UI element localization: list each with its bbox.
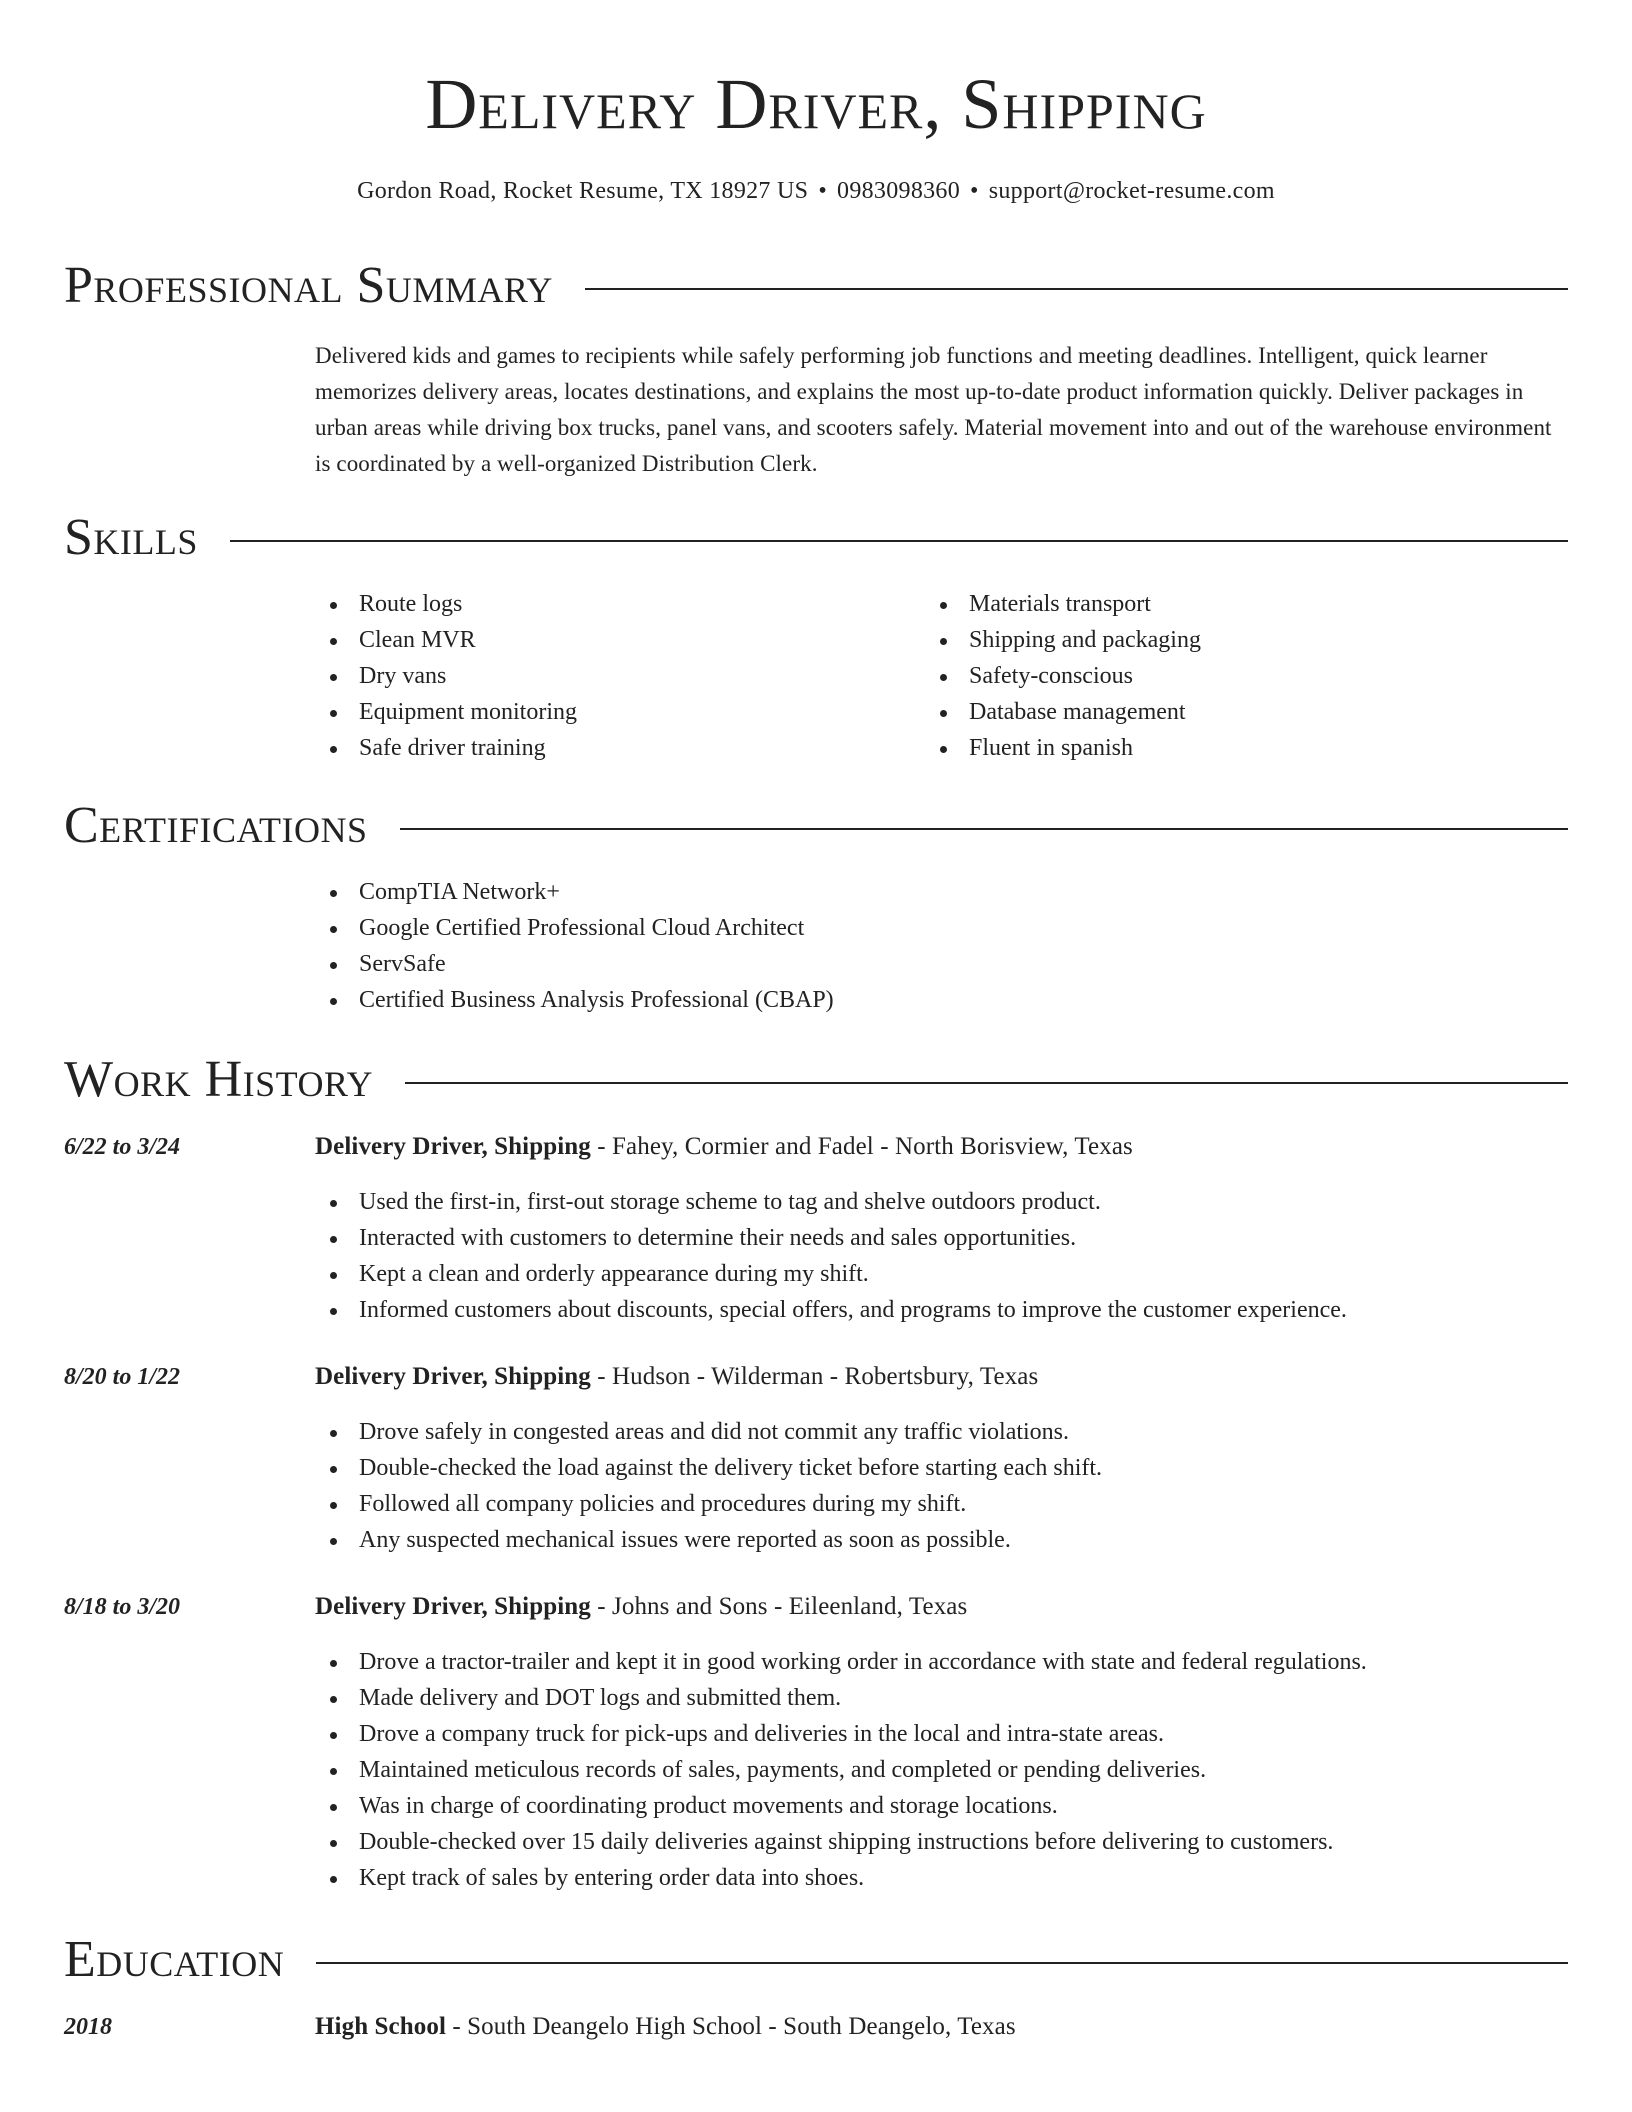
skill-item: Equipment monitoring [315,694,577,730]
job-bullet: Used the first-in, first-out storage scheme to tag and shelve outdoors product. [315,1184,1347,1220]
skill-item: Database management [925,694,1201,730]
section-rule [316,1962,1568,1964]
education-heading [315,2010,1016,2044]
address: Gordon Road, Rocket Resume, TX 18927 US [357,178,809,204]
separator: • [818,178,828,204]
job-bullet: Followed all company policies and procedures during my shift. [315,1486,1102,1522]
certification-item: Google Certified Professional Cloud Architect [315,910,834,946]
contact-line [0,174,1632,208]
section-skills [64,503,1568,573]
section-certifications [64,791,1568,861]
candidate-name: Delivery Driver, Shipping [425,64,1207,144]
job-bullet: Informed customers about discounts, special offers, and programs to improve the customer experience. [315,1292,1347,1328]
job-bullets [315,1414,1102,1558]
job-bullets [315,1644,1367,1896]
section-title: Education [64,1931,285,1988]
education-school: - South Deangelo High School - South Deangelo, Texas [446,2013,1016,2040]
education-year: 2018 [64,2014,112,2040]
skill-item: Clean MVR [315,622,577,658]
section-title: Certifications [64,797,368,854]
job-bullet: Double-checked the load against the delivery ticket before starting each shift. [315,1450,1102,1486]
section-rule [405,1082,1568,1084]
certification-item: CompTIA Network+ [315,874,834,910]
job-bullet: Drove safely in congested areas and did not commit any traffic violations. [315,1414,1102,1450]
education-degree: High School [315,2013,446,2040]
skills-list-left [315,586,577,766]
skill-item: Safe driver training [315,730,577,766]
job-dates: 6/22 to 3/24 [64,1134,181,1160]
summary-text: Delivered kids and games to recipients while safely performing job functions and meeting deadlines. Intelligent, quick learner memorizes delivery areas, locates destinations, and explains the most up-to-date product information quickly. Deliver packages in urban areas while driving box trucks, panel vans, and scooters safely. Material movement into and out of the warehouse environment is coordinated by a well-organized Distribution Clerk. [315,343,1552,476]
skill-item: Materials transport [925,586,1201,622]
job-bullet: Drove a tractor-trailer and kept it in good working order in accordance with state and federal regulations. [315,1644,1367,1680]
skill-item: Safety-conscious [925,658,1201,694]
section-rule [230,540,1568,542]
job-bullet: Kept track of sales by entering order data into shoes. [315,1860,1367,1896]
section-rule [400,828,1568,830]
certification-item: Certified Business Analysis Professional (CBAP) [315,982,834,1018]
job-bullet: Drove a company truck for pick-ups and deliveries in the local and intra-state areas. [315,1716,1367,1752]
certification-item: ServSafe [315,946,834,982]
job-bullet: Any suspected mechanical issues were reported as soon as possible. [315,1522,1102,1558]
job-bullet: Kept a clean and orderly appearance during my shift. [315,1256,1347,1292]
skills-list-right [925,586,1201,766]
skill-item: Route logs [315,586,577,622]
job-employer: - Hudson - Wilderman - Robertsbury, Texas [590,1363,1039,1390]
section-rule [585,288,1568,290]
skill-item: Dry vans [315,658,577,694]
section-work-history [64,1045,1568,1115]
section-title: Skills [64,509,198,566]
job-dates: 8/18 to 3/20 [64,1594,181,1620]
job-bullets [315,1184,1347,1328]
skill-item: Fluent in spanish [925,730,1201,766]
job-heading [315,1590,967,1624]
section-education [64,1925,1568,1995]
separator: • [970,178,979,204]
job-bullet: Double-checked over 15 daily deliveries against shipping instructions before delivering to customers. [315,1824,1367,1860]
job-bullet: Interacted with customers to determine their needs and sales opportunities. [315,1220,1347,1256]
phone[interactable]: 0983098360 [837,178,961,204]
section-professional-summary [64,251,1568,321]
job-employer: - Fahey, Cormier and Fadel - North Borisview, Texas [590,1133,1133,1160]
section-title: Work History [64,1051,374,1108]
job-dates: 8/20 to 1/22 [64,1364,181,1390]
job-role: Delivery Driver, Shipping [315,1363,591,1390]
job-heading [315,1360,1038,1394]
certifications-list [315,874,834,1018]
skill-item: Shipping and packaging [925,622,1201,658]
job-role: Delivery Driver, Shipping [315,1133,591,1160]
job-bullet: Made delivery and DOT logs and submitted them. [315,1680,1367,1716]
section-title: Professional Summary [64,257,553,314]
job-employer: - Johns and Sons - Eileenland, Texas [590,1593,968,1620]
job-role: Delivery Driver, Shipping [315,1593,591,1620]
job-bullet: Was in charge of coordinating product movements and storage locations. [315,1788,1367,1824]
email[interactable]: support@rocket-resume.com [988,178,1275,204]
job-heading [315,1130,1133,1164]
job-bullet: Maintained meticulous records of sales, payments, and completed or pending deliveries. [315,1752,1367,1788]
